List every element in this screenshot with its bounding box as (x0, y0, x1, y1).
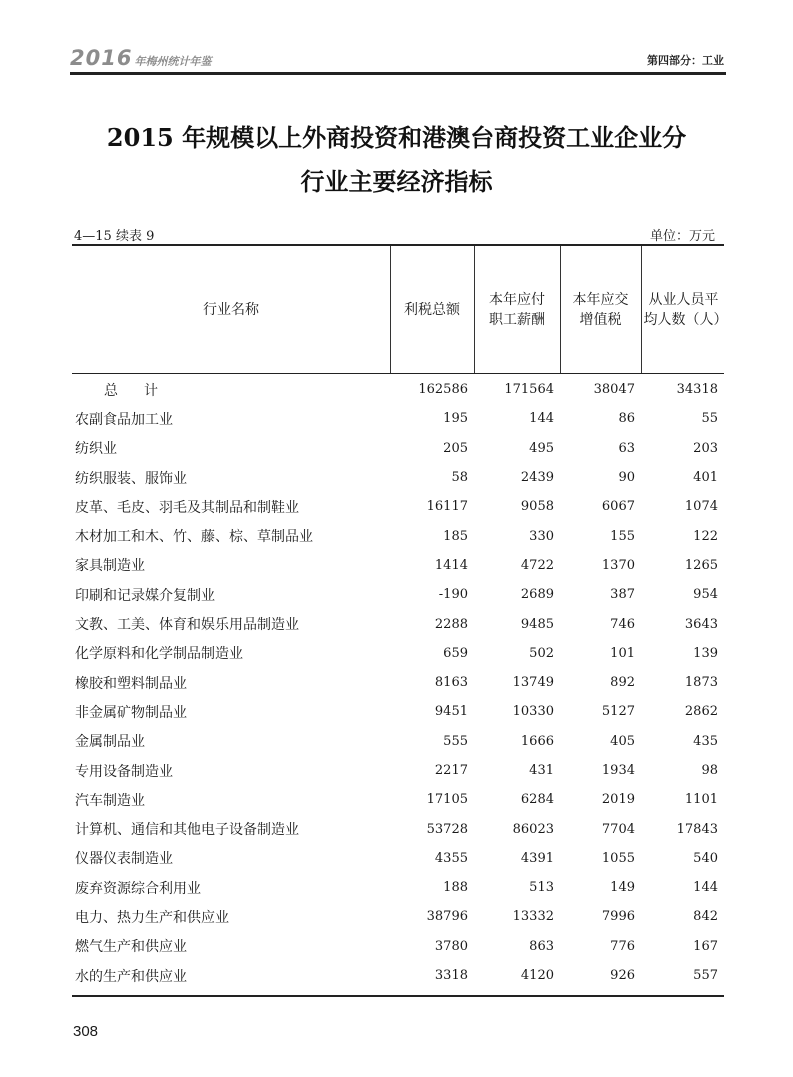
cell-profit-tax: 2288 (434, 616, 468, 632)
cell-vat: 101 (610, 645, 635, 661)
yearbook-name: 年梅州统计年鉴 (134, 55, 212, 68)
cell-profit-tax: 555 (443, 733, 468, 749)
cell-vat: 387 (610, 587, 635, 603)
cell-profit-tax: 1414 (434, 557, 468, 573)
column-header-vat (560, 246, 641, 373)
cell-profit-tax: 195 (443, 411, 468, 427)
column-header-industry (72, 246, 390, 373)
page-title-line-2: 行业主要经济指标 (300, 167, 493, 196)
cell-vat: 149 (610, 880, 635, 896)
row-name: 印刷和记录媒介复制业 (75, 587, 215, 604)
cell-profit-tax: 659 (443, 645, 468, 661)
row-name: 农副食品加工业 (75, 411, 173, 428)
cell-profit-tax: 185 (443, 528, 468, 544)
cell-employees: 842 (693, 909, 718, 925)
cell-payroll: 9058 (520, 499, 554, 515)
cell-payroll: 4391 (520, 850, 554, 866)
cell-payroll: 502 (529, 645, 554, 661)
header-bottom-rule (72, 373, 724, 374)
cell-vat: 1055 (601, 850, 635, 866)
cell-vat: 155 (610, 528, 635, 544)
cell-employees: 122 (693, 528, 718, 544)
cell-profit-tax: 3780 (434, 938, 468, 954)
cell-payroll: 330 (529, 528, 554, 544)
cell-employees: 167 (693, 938, 718, 954)
cell-employees: 1101 (684, 792, 718, 808)
cell-profit-tax: 53728 (426, 821, 468, 837)
cell-employees: 435 (693, 733, 718, 749)
table-row (72, 814, 726, 843)
cell-vat: 6067 (601, 499, 635, 515)
row-name: 总计 (104, 382, 184, 399)
cell-employees: 557 (693, 968, 718, 984)
row-name: 橡胶和塑料制品业 (75, 675, 187, 692)
column-header-label: 从业人员平均人数（人） (643, 291, 728, 328)
table-row (72, 668, 726, 697)
table-row (72, 785, 726, 814)
column-header-profit-tax (390, 246, 474, 373)
row-name: 化学原料和化学制品制造业 (75, 646, 243, 663)
table-row (72, 404, 726, 433)
yearbook-logo (70, 46, 211, 70)
table-number: 4—15 续表 9 (74, 229, 155, 244)
cell-payroll: 1666 (520, 733, 554, 749)
yearbook-year: 2016 (70, 46, 133, 70)
cell-payroll: 10330 (512, 704, 554, 720)
cell-employees: 139 (693, 645, 718, 661)
table-bottom-rule (72, 995, 724, 997)
row-name: 专用设备制造业 (75, 763, 173, 780)
row-name: 木材加工和木、竹、藤、棕、草制品业 (75, 529, 313, 546)
row-name: 水的生产和供应业 (75, 968, 187, 985)
table-row (72, 434, 726, 463)
table-row (72, 932, 726, 961)
cell-profit-tax: 8163 (434, 675, 468, 691)
row-name: 废弃资源综合利用业 (75, 880, 201, 897)
row-name: 皮革、毛皮、羽毛及其制品和制鞋业 (75, 499, 299, 516)
cell-vat: 7704 (601, 821, 635, 837)
table-row (72, 492, 726, 521)
cell-employees: 3643 (684, 616, 718, 632)
cell-employees: 17843 (676, 821, 718, 837)
cell-payroll: 9485 (520, 616, 554, 632)
row-name: 非金属矿物制品业 (75, 704, 187, 721)
cell-profit-tax: 2217 (434, 763, 468, 778)
row-name: 计算机、通信和其他电子设备制造业 (75, 822, 299, 839)
cell-employees: 55 (701, 411, 718, 427)
cell-vat: 7996 (601, 909, 635, 925)
row-name: 家具制造业 (75, 558, 145, 575)
cell-vat: 892 (610, 675, 635, 691)
cell-payroll: 513 (529, 880, 554, 896)
cell-profit-tax: 205 (443, 440, 468, 456)
column-header-label: 行业名称 (203, 301, 259, 318)
column-header-label: 本年应付职工薪酬 (489, 291, 545, 328)
running-header (70, 46, 726, 75)
column-header-label: 本年应交增值税 (572, 291, 629, 328)
cell-payroll: 13749 (512, 675, 554, 691)
cell-profit-tax: -190 (438, 587, 468, 603)
cell-vat: 1934 (601, 763, 635, 778)
row-name: 纺织业 (75, 441, 117, 458)
cell-employees: 203 (693, 440, 718, 456)
cell-payroll: 171564 (504, 382, 554, 398)
page-number: 308 (73, 1023, 99, 1040)
cell-profit-tax: 58 (451, 470, 468, 486)
cell-employees: 2862 (684, 704, 718, 720)
cell-employees: 1265 (684, 557, 718, 573)
cell-payroll: 4722 (520, 557, 554, 573)
cell-vat: 1370 (601, 557, 635, 573)
row-name: 汽车制造业 (75, 792, 145, 809)
table-row (72, 756, 726, 785)
cell-payroll: 431 (529, 763, 554, 778)
cell-vat: 405 (610, 733, 635, 749)
row-name: 文教、工美、体育和娱乐用品制造业 (75, 617, 299, 634)
row-name: 电力、热力生产和供应业 (75, 909, 229, 926)
cell-profit-tax: 4355 (434, 850, 468, 866)
cell-payroll: 2689 (520, 587, 554, 603)
cell-payroll: 86023 (512, 821, 554, 837)
row-name: 金属制品业 (75, 734, 145, 751)
table-row (72, 961, 726, 990)
cell-employees: 34318 (676, 382, 718, 398)
column-header-employees (641, 246, 726, 373)
row-name: 纺织服装、服饰业 (75, 470, 187, 487)
data-table-body (72, 375, 726, 990)
cell-vat: 926 (610, 968, 635, 984)
table-row (72, 844, 726, 873)
table-row (72, 639, 726, 668)
cell-profit-tax: 188 (443, 880, 468, 896)
cell-profit-tax: 3318 (434, 968, 468, 984)
cell-profit-tax: 38796 (426, 909, 468, 925)
cell-employees: 540 (693, 850, 718, 866)
cell-employees: 401 (693, 470, 718, 486)
cell-vat: 86 (618, 411, 635, 427)
table-row (72, 902, 726, 931)
cell-vat: 5127 (601, 704, 635, 720)
cell-vat: 90 (618, 470, 635, 486)
table-row (72, 727, 726, 756)
cell-payroll: 2439 (520, 470, 554, 486)
table-row (72, 697, 726, 726)
cell-payroll: 863 (529, 938, 554, 954)
cell-payroll: 495 (529, 440, 554, 456)
cell-employees: 144 (693, 880, 718, 896)
cell-employees: 98 (701, 763, 718, 778)
unit-label: 单位：万元 (649, 229, 715, 244)
table-row (72, 521, 726, 550)
cell-payroll: 13332 (512, 909, 554, 925)
cell-employees: 1873 (684, 675, 718, 691)
cell-vat: 746 (610, 616, 635, 632)
column-header-label: 利税总额 (404, 301, 460, 318)
table-row (72, 609, 726, 638)
cell-profit-tax: 17105 (426, 792, 468, 808)
cell-employees: 1074 (684, 499, 718, 515)
cell-payroll: 4120 (520, 968, 554, 984)
table-row (72, 463, 726, 492)
section-label: 第四部分：工业 (647, 54, 724, 67)
cell-profit-tax: 9451 (434, 704, 468, 720)
cell-employees: 954 (693, 587, 718, 603)
cell-vat: 38047 (593, 382, 635, 398)
table-row (72, 873, 726, 902)
cell-vat: 776 (610, 938, 635, 954)
cell-vat: 63 (618, 440, 635, 456)
table-row (72, 551, 726, 580)
column-header-payroll (474, 246, 560, 373)
cell-vat: 2019 (601, 792, 635, 808)
page-title-line-1: 2015 年规模以上外商投资和港澳台商投资工业企业分 (106, 123, 687, 152)
cell-payroll: 144 (529, 411, 554, 427)
cell-profit-tax: 162586 (418, 382, 468, 398)
table-row-total (72, 375, 726, 404)
row-name: 仪器仪表制造业 (75, 851, 173, 868)
cell-profit-tax: 16117 (426, 499, 468, 515)
table-row (72, 580, 726, 609)
row-name: 燃气生产和供应业 (75, 939, 187, 956)
cell-payroll: 6284 (520, 792, 554, 808)
